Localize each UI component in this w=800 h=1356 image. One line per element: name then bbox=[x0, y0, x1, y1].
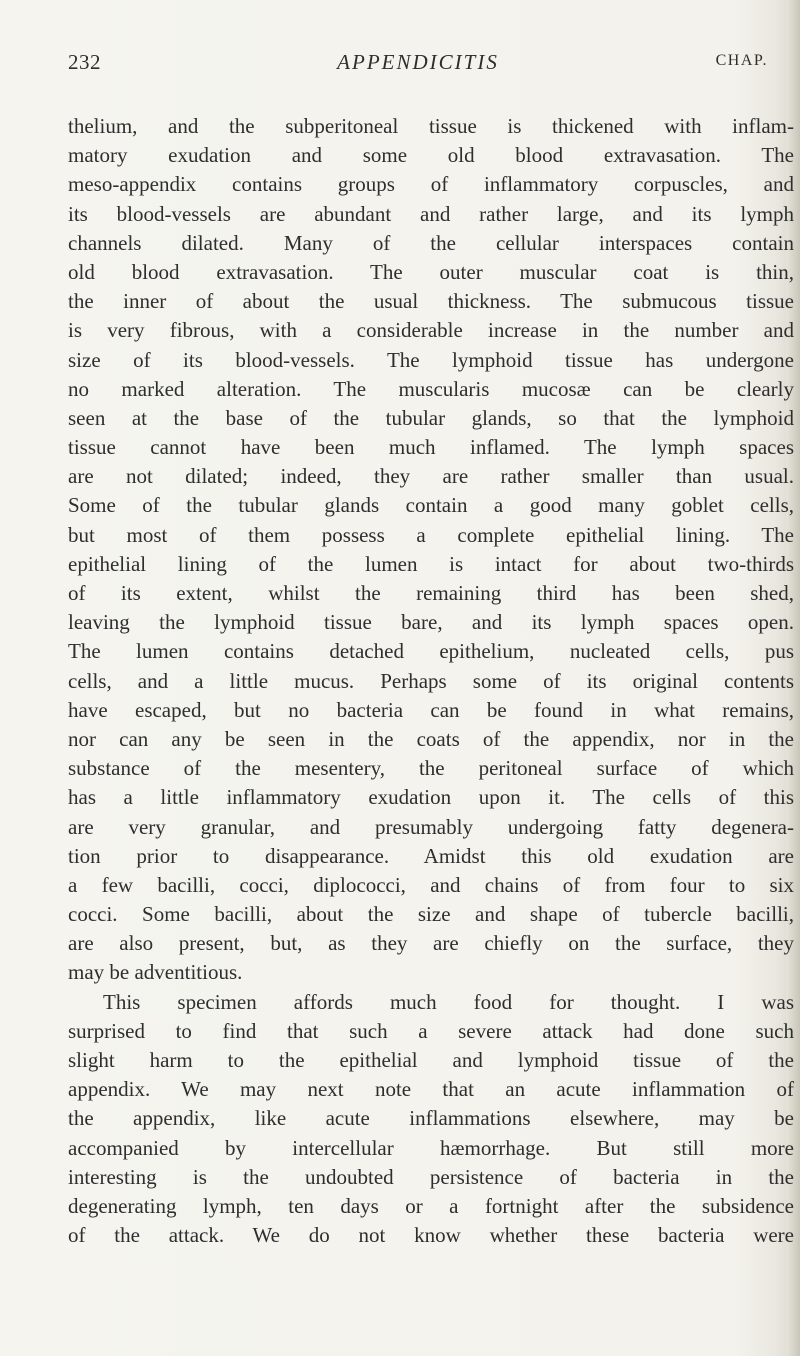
text-line: the inner of about the usual thickness. The submucous tissue bbox=[68, 289, 794, 314]
text-line: size of its blood-vessels. The lymphoid tissue has undergone bbox=[68, 347, 794, 372]
text-line: of the attack. We do not know whether these bacteria were bbox=[68, 1223, 794, 1248]
text-line: accompanied by intercellular hæmorrhage. But still more bbox=[68, 1135, 794, 1160]
text-line: a few bacilli, cocci, diplococci, and chains of from four to six bbox=[68, 872, 794, 897]
text-line: surprised to find that such a severe attack had done such bbox=[68, 1018, 794, 1043]
text-line: are also present, but, as they are chiefly on the surface, they bbox=[68, 931, 794, 956]
text-line: epithelial lining of the lumen is intact for about two-thirds bbox=[68, 551, 794, 576]
running-title: APPENDICITIS bbox=[337, 50, 499, 74]
chapter-mark: CHAP. bbox=[715, 52, 768, 69]
text-line: nor can any be seen in the coats of the appendix, nor in the bbox=[68, 726, 794, 751]
text-line: slight harm to the epithelial and lymphoid tissue of the bbox=[68, 1048, 794, 1072]
text-line: interesting is the undoubted persistence of bacteria in the bbox=[68, 1164, 794, 1189]
paragraph-end-line: may be adventitious. bbox=[68, 960, 243, 985]
body-text bbox=[68, 112, 794, 1250]
text-line: meso-appendix contains groups of inflammatory corpuscles, and bbox=[68, 172, 794, 197]
text-line: are not dilated; indeed, they are rather smaller than usual. bbox=[68, 464, 794, 489]
text-line: but most of them possess a complete epithelial lining. The bbox=[68, 522, 794, 547]
text-line: matory exudation and some old blood extravasation. The bbox=[68, 143, 794, 168]
text-line: tissue cannot have been much inflamed. The lymph spaces bbox=[68, 435, 794, 460]
text-line: cells, and a little mucus. Perhaps some of its original contents bbox=[68, 668, 794, 693]
text-line: thelium, and the subperitoneal tissue is thickened with inflam- bbox=[68, 114, 794, 138]
text-line: degenerating lymph, ten days or a fortnight after the subsidence bbox=[68, 1193, 794, 1218]
text-line: is very fibrous, with a considerable increase in the number and bbox=[68, 318, 794, 343]
text-line: The lumen contains detached epithelium, nucleated cells, pus bbox=[68, 639, 794, 664]
text-line: no marked alteration. The muscularis mucosæ can be clearly bbox=[68, 376, 794, 401]
text-line: has a little inflammatory exudation upon it. The cells of this bbox=[68, 785, 794, 810]
text-line: channels dilated. Many of the cellular interspaces contain bbox=[68, 230, 794, 255]
paragraph-start-line: This specimen affords much food for thought. I was bbox=[103, 989, 794, 1014]
text-line: leaving the lymphoid tissue bare, and its lymph spaces open. bbox=[68, 610, 794, 635]
text-line: old blood extravasation. The outer muscular coat is thin, bbox=[68, 259, 794, 284]
text-line: cocci. Some bacilli, about the size and shape of tubercle bacilli, bbox=[68, 902, 794, 927]
text-line: appendix. We may next note that an acute inflammation of bbox=[68, 1077, 794, 1102]
text-line: Some of the tubular glands contain a good many goblet cells, bbox=[68, 493, 794, 518]
text-line: substance of the mesentery, the peritoneal surface of which bbox=[68, 756, 794, 781]
text-line: its blood-vessels are abundant and rather large, and its lymph bbox=[68, 201, 794, 226]
running-header bbox=[68, 50, 768, 80]
text-line: of its extent, whilst the remaining third has been shed, bbox=[68, 581, 794, 605]
text-line: are very granular, and presumably undergoing fatty degenera- bbox=[68, 814, 794, 839]
text-line: tion prior to disappearance. Amidst this old exudation are bbox=[68, 843, 794, 868]
page-number: 232 bbox=[68, 50, 101, 74]
text-line: the appendix, like acute inflammations elsewhere, may be bbox=[68, 1106, 794, 1131]
text-line: have escaped, but no bacteria can be found in what remains, bbox=[68, 697, 794, 722]
text-line: seen at the base of the tubular glands, so that the lymphoid bbox=[68, 405, 794, 430]
